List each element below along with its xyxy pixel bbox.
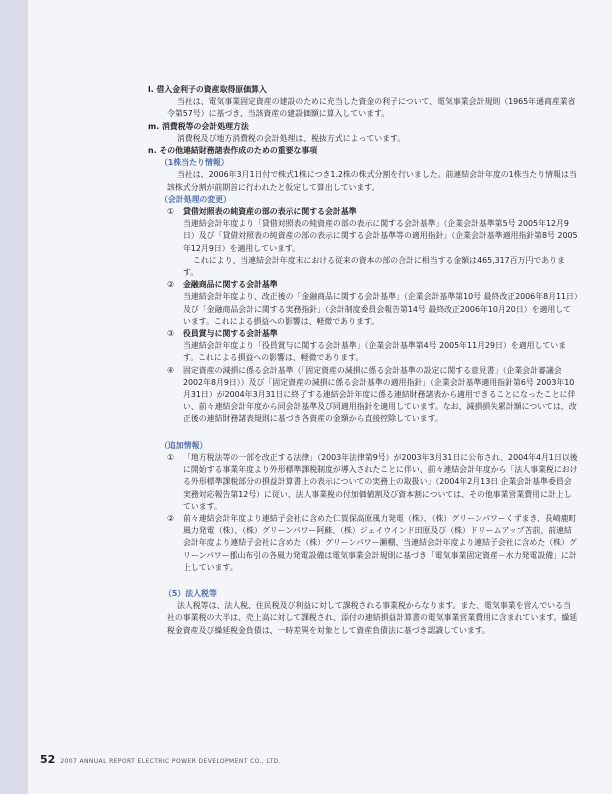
list-item	[167, 206, 578, 279]
item-body: 当連結会計年度より「役員賞与に関する会計基準」（企業会計基準第4号 2005年11月29日）を適用しています。これによる損益への影響は、軽微であります。	[183, 341, 567, 363]
item-body: 固定資産の減損に係る会計基準（「固定資産の減損に係る会計基準の設定に関する意見書」（企業会計審議会 2002年8月9日））及び「固定資産の減損に係る会計基準の適用指針」（企業会計基準適用指針第6号 2003年10月31日）が2004年3月31日に終了する連結会計年度に係る連結財務諸表から適用できることになったことに伴い、前々連結会計年度から同会計基準及び同適用指針を適用しています。なお、減損損失累計額については、改正後の連結財務諸表規則に基づき各資産の金額から直接控除しています。	[183, 365, 577, 424]
item-title: 役員賞与に関する会計基準	[183, 329, 278, 339]
list-item	[167, 365, 578, 426]
additional-info-label: （追加情報）	[160, 440, 208, 450]
left-sidebar-band	[0, 0, 28, 794]
accounting-changes-list	[148, 206, 578, 426]
item-body: 前々連結会計年度より連結子会社に含めた仁賀保高原風力発電（株）、（株）グリーンパワーくずまき、長崎鹿町風力発電（株）、（株）グリーンパワー阿蘇、（株）ジェイウインド田原及び（株）ドリームアップ苫前、前連結会計年度より連結子会社に含めた（株）グリーンパワー瀬棚、当連結会計年度より連結子会社に含めた（株）グリーンパワー郡山布引の各風力発電設備は電気事業会計規則に基づき「電気事業固定資産－水力発電設備」に計上しています。	[183, 513, 577, 572]
heading-l: l. 借入金利子の資産取得原価算入	[148, 85, 267, 94]
heading-m: m. 消費税等の会計処理方法	[148, 121, 249, 131]
item-body: 当連結会計年度より、改正後の「金融商品に関する会計基準」（企業会計基準第10号 最終改正2006年8月11日）及び「金融商品会計に関する実務指針」（会計制度委員会報告第14号 最終改正2006年10月20日）を適用しています。これによる損益への影響は、軽微であります。	[183, 292, 578, 326]
item-number: ②	[167, 513, 175, 523]
item-number: ④	[167, 365, 175, 375]
item-title: 金融商品に関する会計基準	[183, 280, 278, 290]
page-footer	[40, 753, 281, 766]
report-title: 2007 ANNUAL REPORT ELECTRIC POWER DEVELOPMENT CO., LTD.	[60, 758, 281, 765]
heading-n: n. その他連結財務諸表作成のための重要な事項	[148, 146, 318, 156]
item-number: ②	[167, 280, 175, 290]
item-number: ①	[167, 452, 175, 462]
list-item	[167, 513, 578, 574]
item-number: ③	[167, 329, 175, 339]
notes-content	[148, 84, 578, 637]
item-body-2: これにより、当連結会計年度末における従来の資本の部の合計に相当する金額は465,317百万円であります。	[183, 255, 565, 278]
item-body: 「地方税法等の一部を改正する法律」（2003年法律第9号）が2003年3月31日に公布され、2004年4月1日以後に開始する事業年度より外形標準課税制度が導入されたことに伴い、前々連結会計年度から「法人事業税における外形標準課税部分の損益計算書上の表示についての実務上の取扱い」（2004年2月13日 企業会計基準委員会 実務対応報告第12号）に従い、法人事業税の付加価値割及び資本割については、その他事業営業費用に計上しています。	[183, 452, 578, 511]
item-body: 当連結会計年度より「貸借対照表の純資産の部の表示に関する会計基準」（企業会計基準第5号 2005年12月9日）及び「貸借対照表の純資産の部の表示に関する会計基準等の適用指針」（企業会計基準適用指針第8号 2005年12月9日）を適用しています。	[183, 219, 578, 253]
body-m: 消費税及び地方消費税の会計処理は、税抜方式によっています。	[177, 133, 406, 143]
section5-heading: （5）法人税等	[164, 588, 217, 598]
list-item	[167, 328, 578, 365]
accounting-changes-label: （会計処理の変更）	[160, 194, 232, 204]
additional-info-list	[148, 452, 578, 574]
stock-split-label: （1株当たり情報）	[160, 158, 229, 168]
section5-body: 法人税等は、法人税、住民税及び利益に対して課税される事業税からなります。また、電気事業を営んでいる当社の事業税の大半は、売上高に対して課税され、添付の連結損益計算書の電気事業営業費用に含まれています。繰延税金資産及び繰延税金負債は、一時差異を対象として資産負債法に基づき認識しています。	[167, 601, 578, 635]
list-item	[167, 452, 578, 513]
item-title: 貸借対照表の純資産の部の表示に関する会計基準	[183, 207, 357, 217]
page-number: 52	[40, 753, 56, 766]
body-l: 当社は、電気事業固定資産の建設のために充当した資金の利子について、電気事業会計規則（1965年通商産業省令第57号）に基づき、当該資産の建設価額に算入しています。	[167, 97, 576, 119]
stock-split-body: 当社は、2006年3月1日付で株式1株につき1.2株の株式分割を行いました。前連結会計年度の1株当たり情報は当該株式分割が前期首に行われたと仮定して算出しています。	[167, 170, 577, 192]
list-item	[167, 279, 578, 328]
item-number: ①	[167, 207, 175, 217]
